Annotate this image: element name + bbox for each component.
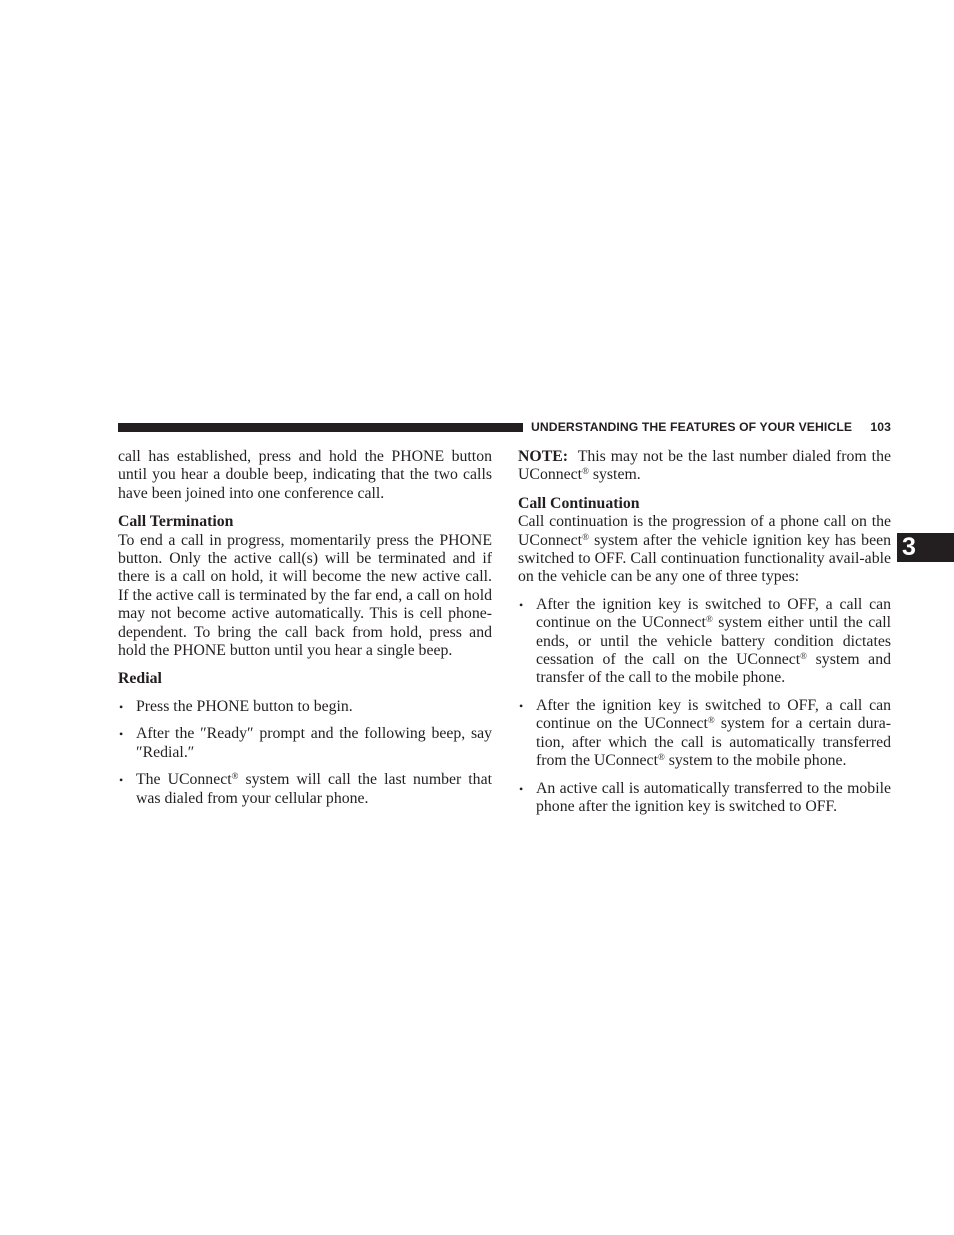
list-item: • Press the PHONE button to begin. — [119, 697, 353, 715]
list-item: • After the ignition key is switched to OFF, a call can continue on the UConnect® system either until the call ends, or until the vehicle battery condition dictates cessation of the call on the UConnect® system and transfer of the call to the mobile phone. — [519, 595, 891, 687]
list-item: • After the ignition key is switched to OFF, a call can continue on the UConnect® system for a certain dura-tion, after which the call is automatically transferred from the UConnect® system to the mobile phone. — [519, 696, 892, 770]
intro-paragraph: call has established, press and hold the PHONE button until you hear a double beep, indicating that the two calls have been joined into one conference call. — [118, 448, 492, 502]
call-continuation-heading: Call Continuation — [518, 494, 640, 512]
section-title: UNDERSTANDING THE FEATURES OF YOUR VEHICLE — [531, 420, 853, 434]
call-continuation-list — [518, 596, 891, 816]
list-item: • An active call is automatically transferred to the mobile phone after the ignition key is switched to OFF. — [519, 779, 891, 815]
registered-mark: ® — [582, 531, 589, 542]
call-termination-body: To end a call in progress, momentarily press the PHONE button. Only the active call(s) will be terminated and if there is a call on hold, it will become the new active call. If the active call is terminated by the far end, a call on hold may not become active automatically. This is cell phone-dependent. To bring the call back from hold, press and hold the PHONE button until you hear a single beep. — [118, 531, 492, 660]
bullet: • — [519, 781, 524, 796]
chapter-number: 3 — [902, 533, 916, 561]
note-paragraph: NOTE: This may not be the last number dialed from the UConnect® system. — [518, 448, 895, 484]
chapter-tab — [897, 533, 954, 562]
redial-list — [118, 698, 492, 808]
list-item: • After the ″Ready″ prompt and the following beep, say ″Redial.″ — [119, 725, 492, 761]
call-continuation-body: Call continuation is the progression of a phone call on the UConnect® system after the vehicle ignition key has been switched to OFF. Call continuation functionality avail-able on the vehicle can be any one of three types: — [518, 513, 891, 586]
bullet: • — [119, 727, 124, 742]
registered-mark: ® — [582, 466, 589, 477]
registered-mark: ® — [231, 771, 239, 782]
bullet: • — [119, 699, 124, 714]
header-rule — [118, 423, 523, 432]
list-item: • The UConnect® system will call the last number that was dialed from your cellular phone. — [119, 771, 492, 807]
right-column — [518, 448, 895, 825]
bullet: • — [519, 597, 524, 612]
bullet: • — [119, 773, 124, 788]
left-column — [118, 448, 492, 817]
bullet: • — [519, 698, 524, 713]
redial-heading: Redial — [118, 670, 162, 688]
note-label: NOTE: — [518, 448, 569, 465]
page-number: 103 — [870, 420, 891, 434]
call-termination-heading: Call Termination — [118, 513, 234, 531]
running-header — [531, 420, 891, 434]
